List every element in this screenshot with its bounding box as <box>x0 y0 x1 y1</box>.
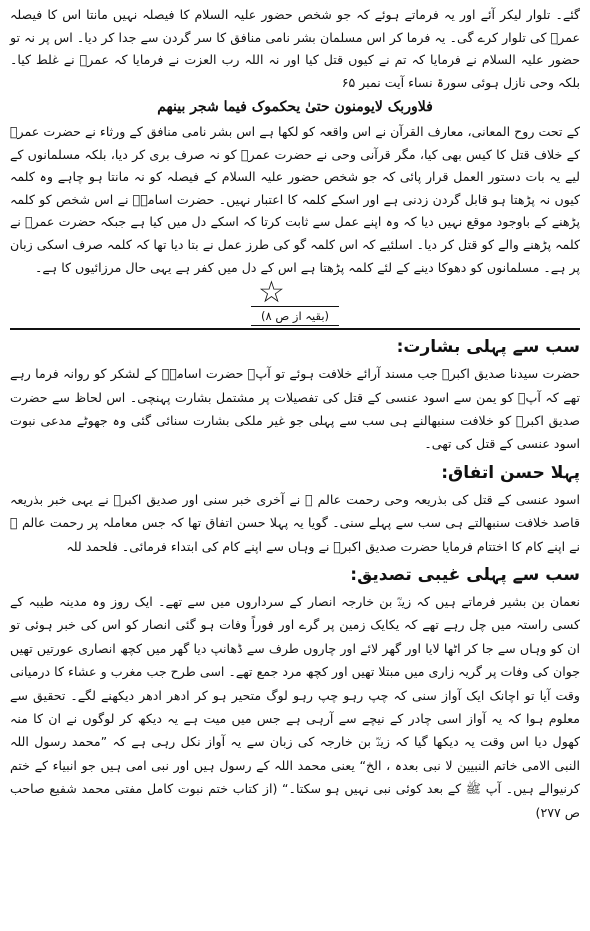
star-icon: ☆ <box>258 275 285 311</box>
section-heading: پہلا حسن اتفاق: <box>441 462 580 483</box>
section-heading: سب سے پہلی غیبی تصدیق: <box>350 564 580 585</box>
paragraph-1: گئے۔ تلوار لیکر آئے اور یہ فرماتے ہوئے کہ جو شخص حضور علیہ السلام کا فیصلہ نہیں مانتا اس کا فیصلہ عمرؓ کی تلوار کرے گی۔ یہ فرما کر اس مسلمان بشر نامی منافق کا سر گردن سے جدا کر دیا۔ اس پر نہ تو حضور علیہ السلام نے فرمایا کہ تم نے کیوں قتل کیا اور نہ اللہ رب العزت نے فرمایا کہ عمرؓ نے غلط کیا۔ بلکہ وحی نازل ہوئی سورۃ نساء آیت نمبر ۶۵ <box>10 7 580 90</box>
section-body: حضرت سیدنا صدیق اکبرؓ جب مسند آرائے خلافت ہوئے تو آپؓ حضرت اسامہؓ کے لشکر کو روانہ فرما رہے تھے کہ آپؓ کو یمن سے اسود عنسی کے قتل کی تفصیلات پر مشتمل بشارت پہنچی۔ اس لحاظ سے حضرت صدیق اکبرؓ کو خلافت سنبھالنے ہی سب سے پہلی جو غیر ملکی بشارت سنائی گئی وہ جھوٹے مدعی نبوت اسود عنسی کے قتل کی تھی۔ <box>10 366 580 452</box>
section-first-unseen-confirmation <box>10 560 580 824</box>
section-divider-line <box>10 328 580 330</box>
section-first-glad-tidings <box>10 332 580 456</box>
arabic-verse: فلاوربک لایومنون حتیٰ یحکموک فیما شجر بینھم <box>157 99 433 116</box>
star-divider <box>10 275 580 311</box>
section-first-coincidence <box>10 458 580 558</box>
top-article <box>10 4 580 279</box>
section-heading: سب سے پہلی بشارت: <box>396 337 580 358</box>
continuation-row <box>10 305 580 325</box>
continuation-note: (بقیہ از ص ۸) <box>251 306 339 326</box>
section-body: اسود عنسی کے قتل کی بذریعہ وحی رحمت عالم ﷺ نے آخری خبر سنی اور صدیق اکبرؓ نے یہی خبر بذریعہ قاصد خلافت سنبھالتے ہی سب سے پہلے سنی۔ گویا یہ پہلا حسن اتفاق تھا کہ جس معاملہ پر رحمت عالم ﷺ نے اپنے کام کا اختتام فرمایا حضرت صدیق اکبرؓ نے وہاں سے اپنے کام کی ابتداء فرمائی۔ فلحمد للہ <box>10 491 580 554</box>
paragraph-2: کے تحت روح المعانی، معارف القرآن نے اس واقعہ کو لکھا ہے اس بشر نامی منافق کے ورثاء نے حضرت عمرؓ کے خلاف قتل کا کیس بھی کیا، مگر قرآنی وحی نے حضرت عمرؓ کو نہ صرف بری کر دیا، بلکہ مسلمانوں کے لیے یہ بات دستور العمل قرار پائی کہ جو شخص حضور علیہ السلام کے فیصلہ کو نہ مانتا ہو چاہے وہ کلمہ کیوں نہ پڑھتا ہو قابل گردن زدنی ہے اور اسکے کلمہ کا اعتبار نہیں۔ حضرت اسامہؓ نے اس شخص کو کلمہ پڑھنے کے باوجود موقع نہیں دیا کہ وہ اپنے عمل سے ثابت کرتا کہ اسکے دل میں کیا ہے جبکہ حضرت عمرؓ نے کلمہ پڑھنے والے کو قتل کر دیا۔ اسلئیے کہ اس کلمہ گو کی طرز عمل نے بتا دیا تھا کہ کلمہ صرف اسکی زبان پر ہے۔ مسلمانوں کو دھوکا دینے کے لئے کلمہ پڑھتا ہے اس کے دل میں کفر ہے یہی حال مرزائیوں کا ہے۔ <box>10 123 580 275</box>
section-body: نعمان بن بشیر فرماتے ہیں کہ زیدؓ بن خارجہ انصار کے سرداروں میں سے تھے۔ ایک روز وہ مدینہ طیبہ کے کسی راستہ میں چل رہے تھے کہ یکایک زمین پر گرے اور فوراً وفات ہو گئی انصار کو اس کی خبر ہوئی تو ان کو وہاں سے جا کر اٹھا لایا اور گھر لائے اور چاروں طرف سے ڈھانپ دیا گھر میں کچھ انصاری عورتیں تھیں جوان کی وفات پر گریہ زاری میں مبتلا تھیں اور کچھ مرد جمع تھے۔ اسی طرح جب مغرب و عشاء کا درمیانی وقت آیا تو اچانک ایک آواز سنی کہ چپ رہو چپ رہو لوگ متحیر ہو کر ادھر ادھر دیکھنے لگے۔ تحقیق سے معلوم ہوا کہ یہ آواز اسی چادر کے نیچے سے آرہی ہے جس میں میت ہے یہ دیکھ کر لوگوں نے ان کا منہ کھول دیا اس وقت یہ دیکھا گیا کہ زیدؓ بن خارجہ کی زبان سے یہ آواز نکل رہی ہے کہ ”محمد رسول اللہ النبی الامی خاتم النبیین لا نبی بعدہ ، الخ“ یعنی محمد اللہ کے رسول ہیں اور نبی امی ہیں جو انبیاء کے ختم کرنیوالے ہیں۔ آپ ﷺ کے بعد کوئی نبی نہیں ہو سکتا۔“ (از کتاب ختم نبوت کامل مفتی محمد شفیع صاحب ص ۲۷۷) <box>10 593 580 820</box>
